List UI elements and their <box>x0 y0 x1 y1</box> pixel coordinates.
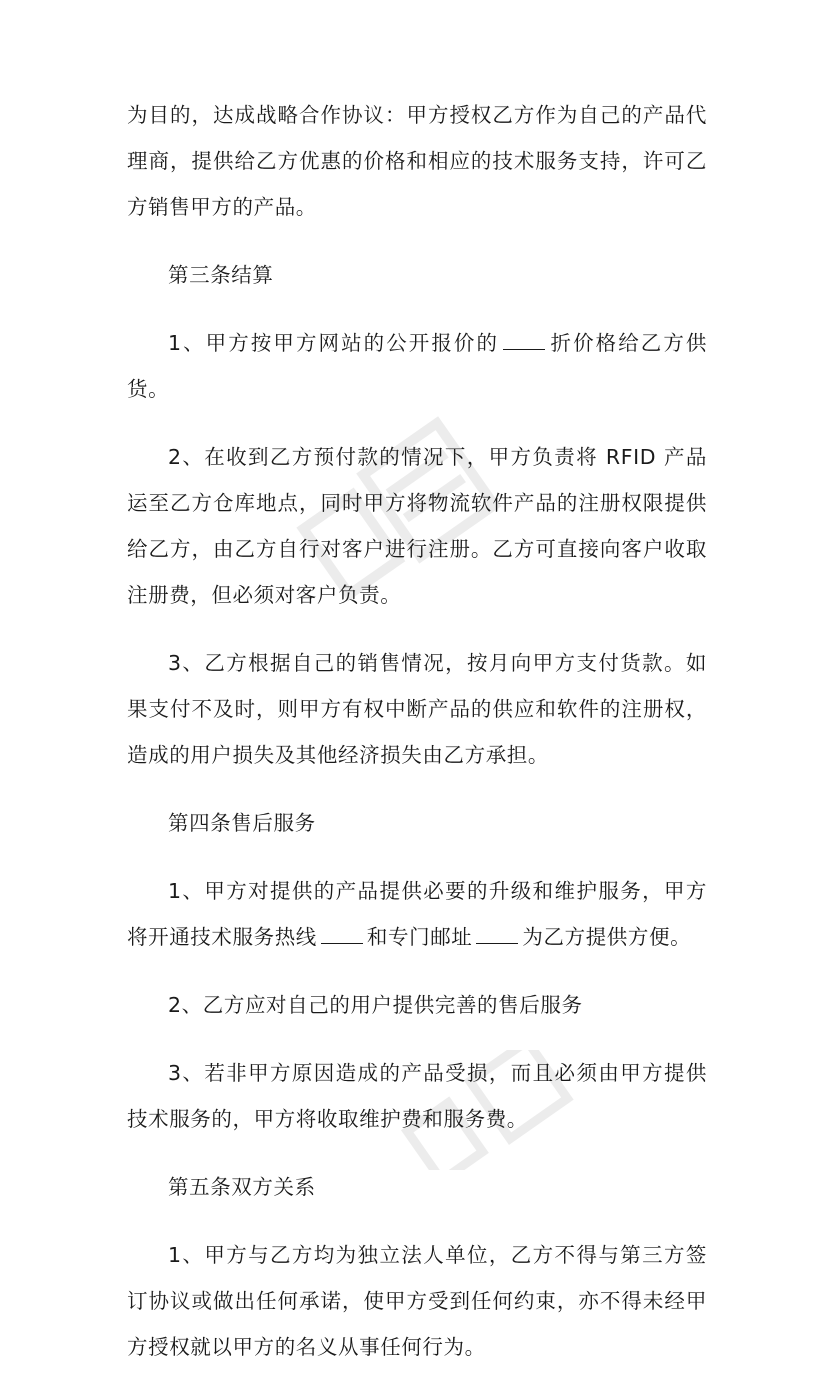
blank-field <box>321 925 363 944</box>
article-4-clause-1 <box>127 868 707 960</box>
article-3-heading: 第三条结算 <box>168 263 274 287</box>
article-3-clause-3: 3、乙方根据自己的销售情况，按月向甲方支付货款。如果支付不及时，则甲方有权中断产品的供应和软件的注册权，造成的用户损失及其他经济损失由乙方承担。 <box>127 651 707 767</box>
clause-text: 1、甲方对提供的产品提供必要的升级和维护服务，甲方将开通技术服务热线 <box>127 879 707 949</box>
article-5-heading: 第五条双方关系 <box>168 1175 316 1199</box>
clause-text: 和专门邮址 <box>366 925 473 949</box>
clause-text: 为乙方提供方便。 <box>522 925 692 949</box>
article-3-clause-1 <box>127 320 707 412</box>
clause-text: 折价格给乙方供货。 <box>127 331 707 401</box>
intro-paragraph: 为目的，达成战略合作协议：甲方授权乙方作为自己的产品代理商，提供给乙方优惠的价格和相应的技术服务支持，许可乙方销售甲方的产品。 <box>127 103 707 219</box>
blank-field <box>503 331 545 350</box>
document-body <box>127 92 707 1392</box>
article-5-clause-1: 1、甲方与乙方均为独立法人单位，乙方不得与第三方签订协议或做出任何承诺，使甲方受到任何约束，亦不得未经甲方授权就以甲方的名义从事任何行为。 <box>127 1243 707 1359</box>
article-4-clause-2: 2、乙方应对自己的用户提供完善的售后服务 <box>168 993 583 1017</box>
clause-text: 1、甲方按甲方网站的公开报价的 <box>168 331 500 355</box>
article-3-clause-2: 2、在收到乙方预付款的情况下，甲方负责将 RFID 产品运至乙方仓库地点，同时甲方将物流软件产品的注册权限提供给乙方，由乙方自行对客户进行注册。乙方可直接向客户收取注册费，但必须对客户负责。 <box>127 445 707 607</box>
article-4-clause-3: 3、若非甲方原因造成的产品受损，而且必须由甲方提供技术服务的，甲方将收取维护费和服务费。 <box>127 1061 707 1131</box>
article-4-heading: 第四条售后服务 <box>168 811 316 835</box>
blank-field <box>476 925 518 944</box>
